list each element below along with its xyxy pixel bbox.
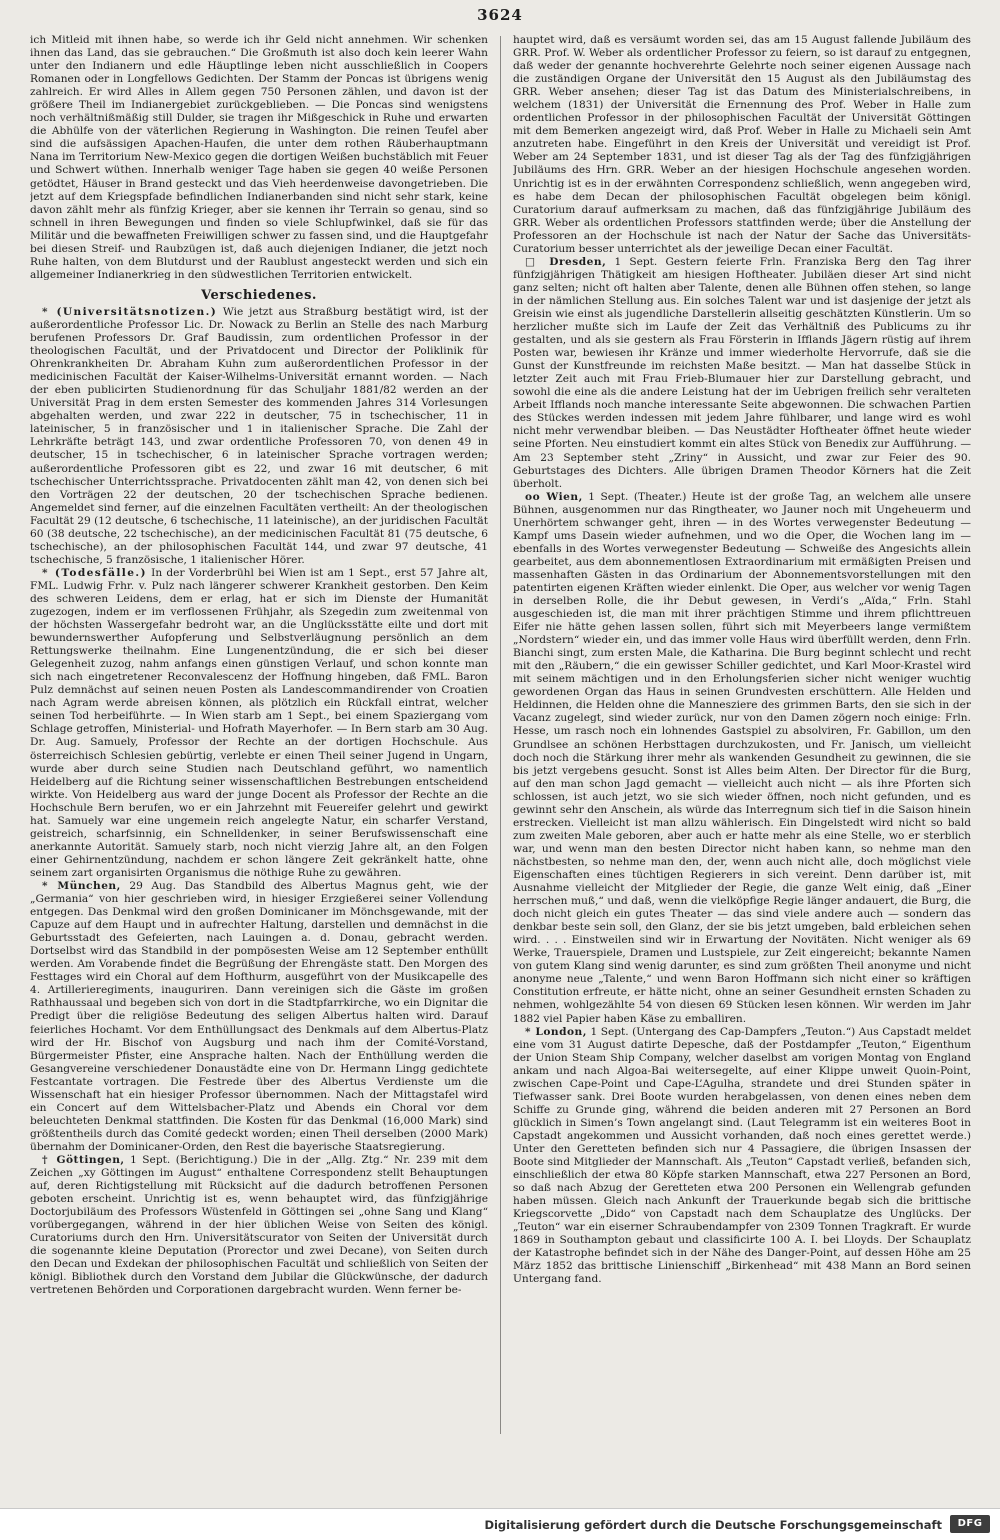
article-london (513, 1026, 971, 1287)
article-body: 29 Aug. Das Standbild des Albertus Magnus geht, wie der „Germania“ von hier geschrieben wird, in hiesiger Erzgießerei seiner Vollendung entgegen. Das Denkmal wird den großen Dominicaner im Mönchsgewande, mit der Capuze auf dem Haupt und in aufrechter Haltung, darstellen und demnächst in die Geburtsstadt des Gefeierten, nach Lauingen a. d. Donau, gebracht werden. Dortselbst wird das Standbild in der pompösesten Weise am 12 September enthüllt werden. Am Vorabende findet die Begrüßung der Ehrengäste statt. Den Morgen des Festtages wird ein Choral auf dem Hofthurm, ausgeführt von der Musikcapelle des 4. Artillerieregiments, inauguriren. Dann vereinigen sich die Gäste im großen Rathhaussaal und begeben sich von dort in die Stadtpfarrkirche, wo ein Dignitar die Predigt über die religiöse Bedeutung des seligen Albertus halten wird. Darauf feierliches Hochamt. Vor dem Enthüllungsact des Denkmals auf dem Albertus-Platz wird der Hr. Bischof von Augsburg und nach ihm der Comité-Vorstand, Bürgermeister Pfister, eine Ansprache halten. Nach der Enthüllung werden die Gesangvereine verschiedener Donaustädte eine von Dr. Hermann Lingg gedichtete Festcantate vortragen. Die Festrede über des Albertus Verdienste um die Wissenschaft hat ein hiesiger Professor übernommen. Nach der Mittagstafel wird ein Concert auf dem Wittelsbacher-Platz und Abends ein Choral vor dem beleuchteten Denkmal stattfinden. Die Kosten für das Denkmal (16,000 Mark) sind größtentheils durch das Comité gedeckt worden; einen Theil derselben (2000 Mark) übernahm der Dominicaner-Orden, den Rest die bayerische Staatsregierung. (30, 880, 488, 1153)
article-muenchen (30, 880, 488, 1154)
article-lead: * (Todesfälle.) (42, 566, 147, 579)
article-body: In der Vorderbrühl bei Wien ist am 1 Sept., erst 57 Jahre alt, FML. Ludwig Frhr. v. Pulz nach längerer schwerer Krankheit gestorben. Den Keim des schweren Leidens, dem er erlag, hat er sich im Dienste der Humanität zugezogen, indem er im verflossenen Frühjahr, als Szegedin zum zweitenmal von der höchsten Wassergefahr bedroht war, an die Unglücksstätte eilte und dort mit bewundernswerther Aufopferung und Selbstverläugnung persönlich an dem Rettungswerke theilnahm. Eine Lungenentzündung, die er sich bei dieser Gelegenheit zuzog, nahm anfangs einen günstigen Verlauf, und schon konnte man sich nach eingetretener Reconvalescenz der Hoffnung hingeben, daß FML. Baron Pulz demnächst auf seinen neuen Posten als Landescommandirender von Croatien nach Agram werde abreisen können, als plötzlich ein Rückfall eintrat, welcher seinen Tod herbeiführte. — In Wien starb am 1 Sept., bei einem Spaziergang vom Schlage getroffen, Ministerial- und Hofrath Mayerhofer. — In Bern starb am 30 Aug. Dr. Aug. Samuely, Professor der Rechte an der dortigen Hochschule. Aus österreichisch Schlesien gebürtig, verlebte er einen Theil seiner Jugend in Ungarn, wurde aber durch seine Studien nach Deutschland geführt, wo namentlich Heidelberg auf die Richtung seiner wissenschaftlichen Bestrebungen entscheidend wirkte. Von Heidelberg aus ward der junge Docent als Professor der Rechte an die Hochschule Bern berufen, wo er ein Jahrzehnt mit Feuereifer gelehrt und gewirkt hat. Samuely war eine ungemein reich angelegte Natur, ein scharfer Verstand, geistreich, scharfsinnig, ein Schnelldenker, in seiner Berufswissenschaft eine anerkannte Autorität. Samuely starb, noch nicht vierzig Jahre alt, an den Folgen einer Gehirnentzündung, nachdem er schon längere Zeit gekränkelt hatte, ohne seinem zart organisirten Organismus die nöthige Ruhe zu gewähren. (30, 566, 488, 879)
page-number: 3624 (477, 6, 523, 24)
column-divider (500, 36, 501, 1434)
section-heading: Verschiedenes. (201, 287, 317, 303)
article-body: 1 Sept. (Berichtigung.) Die in der „Allg. Ztg.“ Nr. 239 mit dem Zeichen „xy Göttingen im August“ enthaltene Correspondenz stellt Behauptungen auf, deren Richtigstellung mit Rücksicht auf die dadurch betroffenen Personen geboten erscheint. Unrichtig ist es, wenn behauptet wird, das fünfzigjährige Doctorjubiläum des Professors Wüstenfeld in Göttingen sei „ohne Sang und Klang“ vorübergegangen, während in der hier üblichen Weise von Seiten des königl. Curatoriums durch den Hrn. Universitätscurator von Seiten der Universität durch die sogenannte kleine Deputation (Prorector und zwei Decane), von Seiten durch den Decan und Exdekan der philosophischen Facultät und schließlich von Seiten der königl. Bibliothek durch den Vorstand dem Jubilar die Glückwünsche, der dadurch vertretenen Behörden und Corporationen dargebracht wurden. Wenn ferner be- (30, 1153, 488, 1297)
dfg-logo-icon: DFG (950, 1515, 990, 1533)
left-column (30, 34, 488, 1434)
digitization-footer (0, 1508, 1000, 1540)
article-continuation: ich Mitleid mit ihnen habe, so werde ich ihr Geld nicht annehmen. Wir schenken ihnen das Land, das sie gebrauchen.“ Die Großmuth ist also doch kein leerer Wahn unter den Indianern und edle Häuptlinge leben nicht ausschließlich in Coopers Romanen oder in Longfellows Gedichten. Der Stamm der Poncas ist übrigens wenig zahlreich. Er wird Alles in Allem gegen 750 Personen zählen, und davon ist der größere Theil im Indianergebiet zurückgeblieben. — Die Poncas sind wenigstens noch verhältnißmäßig still Dulder, sie tragen ihr Mißgeschick in Ruhe und erwarten die Abhülfe von der väterlichen Regierung in Washington. Die reinen Teufel aber sind die aufsässigen Apachen-Haufen, die unter dem rothen Räuberhauptmann Nana im Territorium New-Mexico gegen die dortigen Weißen buchstäblich mit Feuer und Schwert wüthen. Innerhalb weniger Tage haben sie gegen 40 weiße Personen getödtet, Häuser in Brand gesteckt und das Vieh heerdenweise davongetrieben. Die jetzt auf dem Kriegspfade befindlichen Indianerbanden sind nicht sehr stark, keine davon zählt mehr als fünfzig Krieger, aber sie kennen ihr Terrain so genau, sind so schnell in ihren Bewegungen und finden so viele Schlupfwinkel, daß sie für das Militär und die bewaffneten Freiwilligen schwer zu fassen sind, und die Hauptgefahr bei diesen Streif- und Raubzügen ist, daß auch diejenigen Indianer, die jetzt noch Ruhe halten, von dem Blutdurst und der Raublust angesteckt werden und sich ein allgemeiner Indianerkrieg in den südwestlichen Territorien entwickelt. (30, 34, 488, 281)
funding-credit: Digitalisierung gefördert durch die Deutsche Forschungsgemeinschaft (484, 1518, 942, 1532)
article-body: Wie jetzt aus Straßburg bestätigt wird, ist der außerordentliche Professor Lic. Dr. Nowack zu Berlin an Stelle des nach Marburg berufenen Professors Dr. Graf Baudissin, zum ordentlichen Professor in der theologischen Facultät, und der Privatdocent und Director der Poliklinik für Ohrenkrankheiten Dr. Abraham Kuhn zum außerordentlichen Professor in der medicinischen Facultät der Kaiser-Wilhelms-Universität ernannt worden. — Nach der eben publicirten Studienordnung für das Schuljahr 1881/82 werden an der Universität Prag in dem ersten Semester des kommenden Jahres 314 Vorlesungen abgehalten werden, und zwar 222 in deutscher, 75 in tschechischer, 11 in lateinischer, 5 in französischer und 1 in italienischer Sprache. Die Zahl der Lehrkräfte beträgt 143, und zwar ordentliche Professoren 70, von denen 49 in deutscher, 15 in tschechischer, 6 in lateinischer Sprache vortragen werden; außerordentliche Professoren gibt es 22, und zwar 16 mit deutscher, 6 mit tschechischer Unterrichtssprache. Privatdocenten zählt man 42, von denen sich bei den Vorträgen 22 der deutschen, 20 der tschechischen Sprache bedienen. Angemeldet sind ferner, auf die einzelnen Facultäten vertheilt: An der theologischen Facultät 29 (12 deutsche, 6 tschechische, 11 lateinische), an der juridischen Facultät 60 (38 deutsche, 22 tschechische), an der medicinischen Facultät 81 (75 deutsche, 6 tschechische), an der philosophischen Facultät 144, und zwar 97 deutsche, 41 tschechische, 5 französische, 1 italienischer Hörer. (30, 305, 488, 566)
article-lead: * London, (525, 1025, 587, 1038)
article-universitaetsnotizen (30, 306, 488, 567)
article-lead: □ Dresden, (525, 255, 607, 268)
article-lead: † Göttingen, (42, 1153, 125, 1166)
article-body: 1 Sept. (Untergang des Cap-Dampfers „Teuton.“) Aus Capstadt meldet eine vom 31 August datirte Depesche, daß der Postdampfer „Teuton,“ Eigenthum der Union Steam Ship Company, welcher daselbst am vorigen Montag von England ankam und nach Algoa-Bai weitersegelte, auf einer Klippe unweit Quoin-Point, zwischen Cape-Point und Cape-L’Agulha, strandete und drei Stunden später in Tiefwasser sank. Drei Boote wurden herabgelassen, von denen eines neben dem Schiffe zu Grunde ging, während die beiden anderen mit 27 Personen an Bord glücklich in Simen’s Town angelangt sind. (Laut Telegramm ist ein weiteres Boot in Capstadt angekommen und Aussicht vorhanden, daß noch eines gerettet werde.) Unter den Geretteten befinden sich nur 4 Passagiere, die übrigen Insassen der Boote sind Mitglieder der Mannschaft. Als „Teuton“ Capstadt verließ, befanden sich, einschließlich der etwa 80 Köpfe starken Mannschaft, etwa 227 Personen an Bord, so daß nach Abzug der Geretteten etwa 200 Personen ein Wellengrab gefunden haben müssen. Gleich nach Ankunft der Trauerkunde begab sich die brittische Kriegscorvette „Dido“ von Capstadt nach dem Schauplatze des Unglücks. Der „Teuton“ war ein eiserner Schraubendampfer von 2309 Tonnen Tragkraft. Er wurde 1869 in Southampton gebaut und classificirte 100 A. I. bei Lloyds. Der Schauplatz der Katastrophe befindet sich in der Nähe des Danger-Point, auf dessen Höhe am 25 März 1852 das brittische Linienschiff „Birkenhead“ mit 438 Mann an Bord seinen Untergang fand. (513, 1025, 971, 1286)
article-dresden (513, 256, 971, 491)
article-goettingen (30, 1154, 488, 1298)
article-body: 1 Sept. (Theater.) Heute ist der große Tag, an welchem alle unsere Bühnen, ausgenommen nur das Ringtheater, wo Jauner noch mit Ungeheuerm und Unerhörtem schwanger geht, ihren — in des Wortes verwegenster Bedeutung — Kampf ums Dasein wieder aufnehmen, und wo die Oper, die Wochen lang im — ebenfalls in des Wortes verwegenster Bedeutung — Schweiße des Angesichts allein gearbeitet, aus dem abonnementlosen Extraordinarium mit ermäßigten Preisen und massenhaften Gästen in das Ordinarium der Abonnementsvorstellungen mit den patentirten eigenen Kräften wieder einlenkt. Die Oper, aus welcher vor wenig Tagen in derselben Rolle, die ihr Debut gewesen, in Verdi’s „Aïda,“ Frln. Stahl ausgeschieden ist, die man mit ihrer prächtigen Stimme und ihrem pflichttreuen Eifer nie hätte gehen lassen sollen, führt sich mit Meyerbeers lange vermißtem „Nordstern“ wieder ein, und das immer volle Haus wird überfüllt werden, denn Frln. Bianchi singt, zum ersten Male, die Katharina. Die Burg beginnt schlecht und recht mit den „Räubern,“ die ein gewisser Schiller gedichtet, und Karl Moor-Krastel wird mit seinem mächtigen und in den Erholungsferien sicher nicht weniger wuchtig gewordenen Organ das Haus in seinen Grundvesten erschüttern. Alle Helden und Heldinnen, die Helden ohne die Mannesziere des grimmen Barts, den sie sich in der Vacanz zugelegt, sind wieder zurück, nur von den Damen zögern noch einige: Frln. Hesse, um rasch noch ein lohnendes Gastspiel zu absolviren, Fr. Gabillon, um den Grundlsee an schönen Herbsttagen durchzukosten, und Fr. Janisch, um vielleicht doch noch die Stärkung ihrer mehr als wankenden Gesundheit zu gewinnen, die sie bis jetzt vergebens gesucht. Sonst ist Alles beim Alten. Der Director für die Burg, auf den man schon Jagd gemacht — vielleicht auch nicht — als ihre Pforten sich schlossen, ist auch jetzt, wo sie sich wieder öffnen, noch nicht gefunden, und es gewinnt sehr den Anschein, als würde das Interregnum sich tief in die Saison hinein erstrecken. Vielleicht ist man allzu wählerisch. Ein Dingelstedt wird nicht so bald zum zweiten Male geboren, aber auch er hatte mehr als eine Stelle, wo er sterblich war, und wenn man den besten Director nicht haben kann, so nehme man den nächstbesten, so nehme man den, der, wenn auch nicht alle, doch möglichst viele Eigenschaften eines tüchtigen Regierers in sich vereint. Denn darüber ist, mit Ausnahme vielleicht der Mitglieder der Regie, die ganze Welt einig, daß „Einer herrschen muß,“ und daß, wenn die vielköpfige Regie länger andauert, die Burg, die doch nicht gleich ein gutes Theater — das sind viele andere auch — sondern das denkbar beste sein soll, den Glanz, der sie bis jetzt umgeben, bald erbleichen sehen wird. . . . Einstweilen sind wir in Erwartung der Novitäten. Nicht weniger als 69 Werke, Trauerspiele, Dramen und Lustspiele, zur Zeit eingereicht; bekannte Namen von gutem Klang sind wenig darunter, es sind zum größten Theil anonyme und nicht anonyme neue „Talente,“ und wenn Baron Hoffmann sich nicht einer so kräftigen Constitution erfreute, er hätte nicht, ohne an seiner Gesundheit ernsten Schaden zu nehmen, wohlgezählte 54 von diesen 69 Stücken lesen können. Wir werden im Jahr 1882 viel Papier haben Käse zu emballiren. (513, 490, 971, 1025)
article-body: 1 Sept. Gestern feierte Frln. Franziska Berg den Tag ihrer fünfzigjährigen Thätigkeit am hiesigen Hoftheater. Jubiläen dieser Art sind nicht ganz selten; nicht oft halten aber Talente, denen alle Bühnen offen stehen, so lange in der nämlichen Stellung aus. Ein solches Talent war und ist dasjenige der jetzt als Greisin wie einst als jugendliche Darstellerin allseitig geschätzten Künstlerin. Um so herzlicher mußte sich im Laufe der Zeit das Verhältniß des Publicums zu ihr gestalten, und als sie gestern als Frau Försterin in Ifflands Jägern rüstig auf ihrem Posten war, bewiesen ihr Kränze und immer wiederholte Hervorrufe, daß sie die Gunst der Kunstfreunde im reichsten Maße besitzt. — Man hat dasselbe Stück in letzter Zeit auch mit Frau Frieb-Blumauer hier zur Darstellung gebracht, und sowohl die eine als die andere Leistung hat der im Uebrigen freilich sehr veralteten Arbeit Ifflands noch manche interessante Seite abgewonnen. Die schwachen Partien des Stückes werden indessen mit jedem Jahre fühlbarer, und lange wird es wohl nicht mehr verwendbar bleiben. — Das Neustädter Hoftheater öffnet heute wieder seine Pforten. Neu einstudiert kommt ein altes Stück von Benedix zur Aufführung. — Am 23 September steht „Zriny“ in Aussicht, und zwar zur Feier des 90. Geburtstages des Dichters. Alle übrigen Dramen Theodor Körners hat die Zeit überholt. (513, 255, 971, 490)
article-todesfaelle (30, 567, 488, 880)
article-lead: oo Wien, (525, 490, 583, 503)
article-continuation: hauptet wird, daß es versäumt worden sei, das am 15 August fallende Jubiläum des GRR. Prof. W. Weber als ordentlicher Professor zu feiern, so ist darauf zu entgegnen, daß weder der genannte hochverehrte Gelehrte noch seiner eigenen Aussage nach die zuständigen Organe der Universität den 15 August als den Jubiläumstag des GRR. Weber ansehen; dieser Tag ist das Datum des Ministerialschreibens, in welchem (1831) der Universität die Ernennung des Prof. Weber in Halle zum ordentlichen Professor in der philosophischen Facultät der Universität Göttingen mit dem Bemerken angezeigt wird, daß Prof. Weber in Halle zu Michaeli sein Amt anzutreten habe. Eingeführt in den Kreis der Universität und vereidigt ist Prof. Weber am 24 September 1831, und ist dieser Tag als der Tag des fünfzigjährigen Jubiläums des Hrn. GRR. Weber an der hiesigen Hochschule angesehen worden. Unrichtig ist es in der erwähnten Correspondenz schließlich, wenn angegeben wird, es habe dem Decan der philosophischen Facultät obgelegen beim königl. Curatorium darauf aufmerksam zu machen, daß das fünfzigjährige Jubiläum des GRR. Weber als ordentlichen Professors stattfinden werde; über die Anstellung der Professoren an der Hochschule ist nach der Natur der Sache das Universitäts-Curatorium besser unterrichtet als der jeweilige Decan einer Facultät. (513, 34, 971, 255)
article-lead: * (Universitätsnotizen.) (42, 305, 218, 318)
right-column (513, 34, 971, 1434)
article-wien (513, 491, 971, 1026)
article-lead: * München, (42, 880, 121, 892)
